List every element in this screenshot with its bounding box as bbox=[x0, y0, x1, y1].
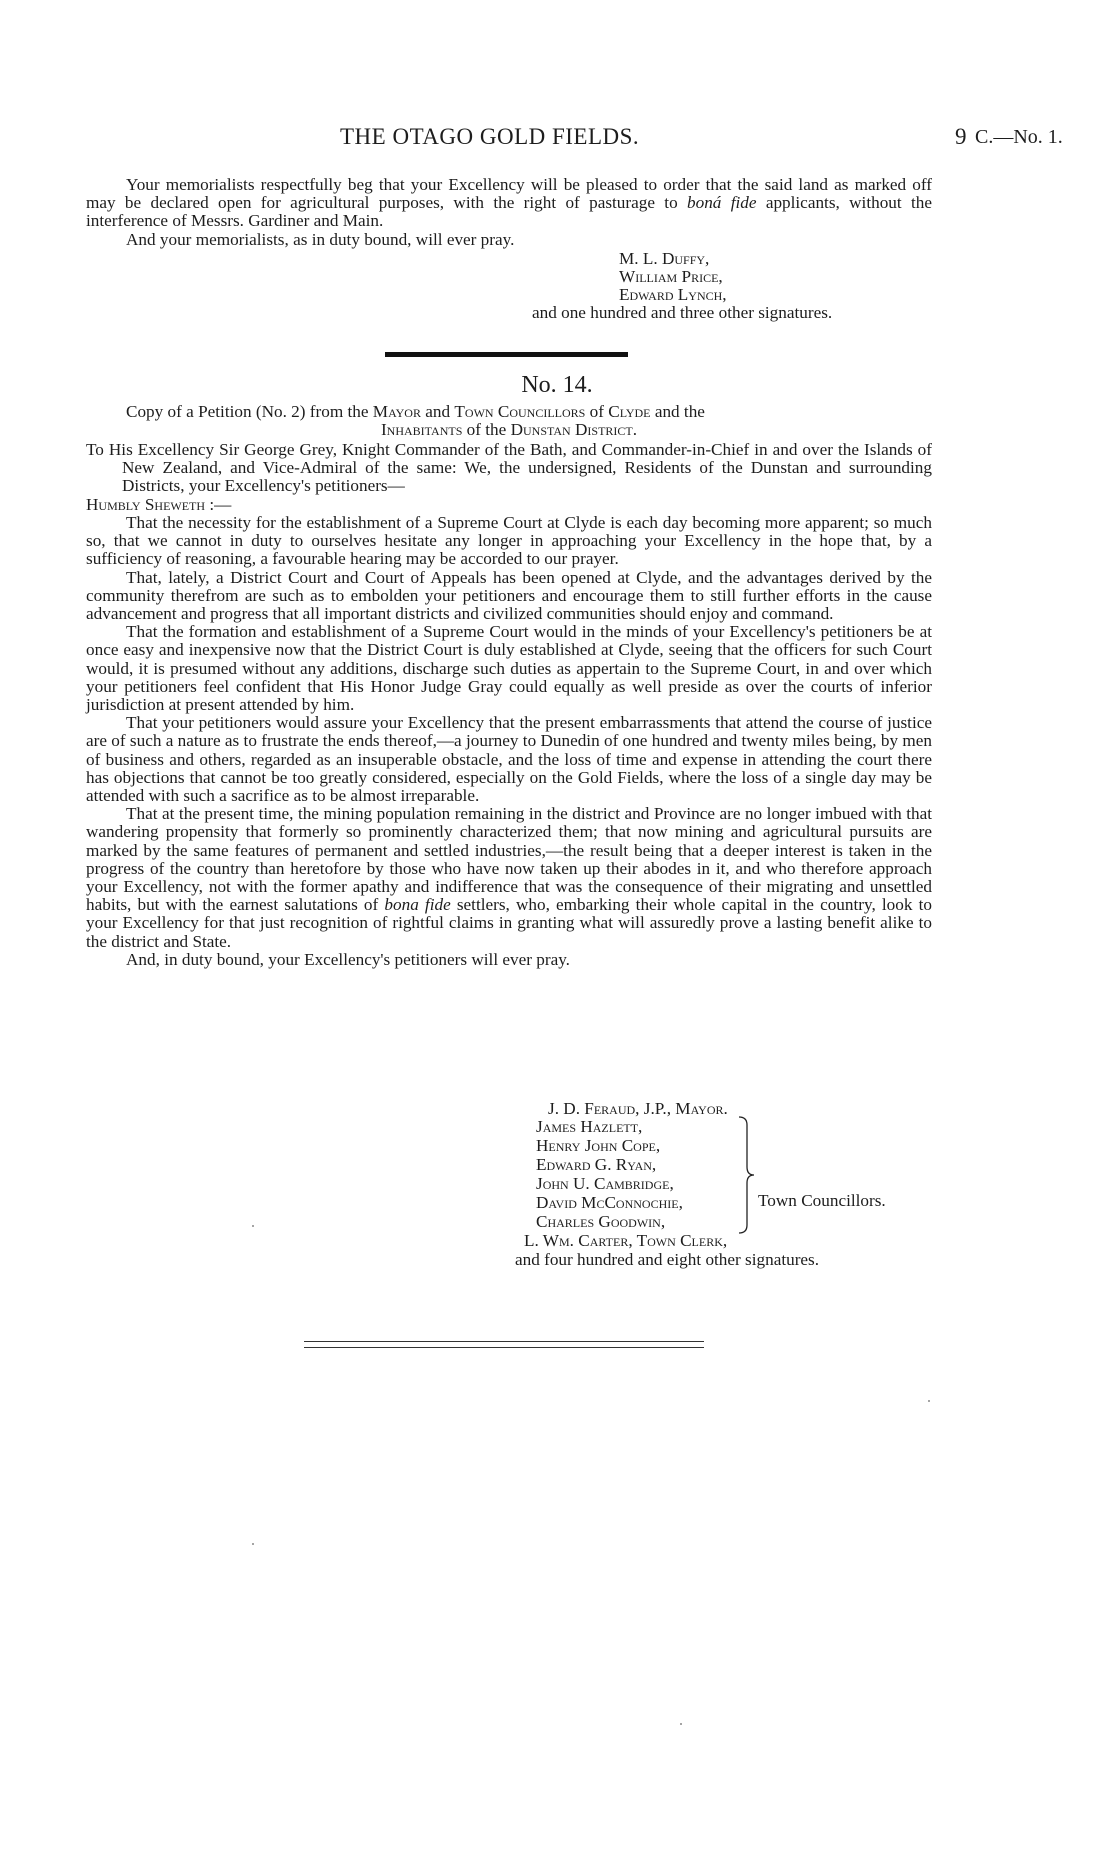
signatory-name: William Price, bbox=[619, 267, 723, 286]
town-councillors-label: Town Councillors. bbox=[758, 1191, 886, 1210]
scan-speck bbox=[252, 1225, 254, 1227]
other-signatures-note: and one hundred and three other signatures. bbox=[532, 303, 833, 322]
town-clerk-signature: L. Wm. Carter, Town Clerk, bbox=[524, 1231, 728, 1250]
signatory-name: M. L. Duffy, bbox=[619, 249, 710, 268]
memorial-prayer: And your memorialists, as in duty bound, will ever pray. bbox=[126, 229, 515, 249]
end-divider bbox=[304, 1341, 704, 1348]
curly-brace-icon bbox=[735, 1115, 757, 1235]
councillor-name: James Hazlett, bbox=[536, 1117, 643, 1136]
councillor-name: Edward G. Ryan, bbox=[536, 1155, 657, 1174]
councillor-name: Charles Goodwin, bbox=[536, 1212, 666, 1231]
petition-paragraph: That at the present time, the mining population remaining in the district and Province are no longer imbued with that wandering propensity that formerly so prominently characterized them; that now mining and agricultural pursuits are marked by the same features of permanent and settled industries,—the result being that a deeper interest is taken in the progress of the country than heretofore by those who have now taken up their abodes in it, and who therefore approach your Excellency, not with the former apathy and indifference that was the consequence of their migrating and unsettled habits, but with the earnest salutations of bona fide settlers, who, embarking their whole capital in the country, look to your Excellency for that just recognition of rightful claims in granting what will assuredly prove a lasting benefit alike to the district and State. bbox=[86, 804, 932, 951]
councillor-name: Henry John Cope, bbox=[536, 1136, 661, 1155]
scan-speck bbox=[252, 1543, 254, 1545]
petition-paragraph: That, lately, a District Court and Court of Appeals has been opened at Clyde, and the advantages derived by the community therefrom are such as to embolden your petitioners and encourage them to still further efforts in the cause advancement and progress that all important districts and civilized communities should enjoy and command. bbox=[86, 567, 932, 624]
address-line: To His Excellency Sir George Grey, Knight Commander of the Bath, and Commander-in-Chief in and over the Islands of New Zealand, and Vice-Admiral of the same: We, the undersigned, Residents of the Dunstan and surrounding Districts, your Excellency's petitioners— bbox=[86, 440, 932, 496]
scan-speck bbox=[680, 1723, 682, 1725]
italic-phrase: boná fide bbox=[687, 193, 757, 213]
paper-reference: C.—No. 1. bbox=[975, 126, 1063, 148]
section-divider bbox=[385, 352, 628, 357]
other-signatures-note: and four hundred and eight other signatures. bbox=[515, 1250, 820, 1269]
memorial-paragraph: Your memorialists respectfully beg that your Excellency will be pleased to order that the said land as marked off may be declared open for agricultural purposes, with the right of pasturage to boná fide applicants, without the interference of Messrs. Gardiner and Main. bbox=[86, 175, 932, 231]
councillor-name: David McConnochie, bbox=[536, 1193, 683, 1212]
scan-speck bbox=[928, 1400, 930, 1402]
petition-paragraph: That your petitioners would assure your Excellency that the present embarrassments that attend the course of justice are of such a nature as to frustrate the ends thereof,—a journey to Dunedin of one hundred and twenty miles being, by men of business and others, regarded as an insuperable obstacle, and the loss of time and expense in attending the court there has objections that cannot be too greatly considered, especially on the Gold Fields, where the loss of a single day may be attended with such a sacrifice as to be almost irreparable. bbox=[86, 713, 932, 806]
petition-paragraph: That the formation and establishment of a Supreme Court would in the minds of your Excellency's petitioners be at once easy and inexpensive now that the District Court is duly established at Clyde, seeing that the officers for such Court would, it is presumed without any additions, discharge such duties as appertain to the Supreme Court, in and over which your petitioners feel confident that His Honor Judge Gray could equally as well preside as over the courts of inferior jurisdiction at present attended by him. bbox=[86, 622, 932, 715]
page-number: 9 bbox=[955, 124, 967, 149]
petition-prayer: And, in duty bound, your Excellency's petitioners will ever pray. bbox=[126, 949, 570, 969]
italic-phrase: bona fide bbox=[384, 895, 451, 915]
petition-address bbox=[86, 441, 932, 514]
councillor-name: John U. Cambridge, bbox=[536, 1174, 674, 1193]
petition-caption: Copy of a Petition (No. 2) from the Mayor and Town Councillors of Clyde and the Inhabitants of the Dunstan District. bbox=[126, 402, 705, 440]
petition-body bbox=[86, 514, 932, 969]
signatory-name: Edward Lynch, bbox=[619, 285, 727, 304]
humbly-sheweth: Humbly Sheweth :— bbox=[86, 494, 232, 514]
petition-paragraph: That the necessity for the establishment of a Supreme Court at Clyde is each day becoming more apparent; so much so, that we cannot in duty to ourselves hesitate any longer in approaching your Excellency in the hope that, by a sufficiency of reasoning, a favourable hearing may be accorded to our prayer. bbox=[86, 513, 932, 569]
memorial-conclusion bbox=[86, 176, 932, 249]
section-number: No. 14. bbox=[521, 372, 593, 398]
running-header-title: THE OTAGO GOLD FIELDS. bbox=[340, 124, 640, 149]
mayor-signature: J. D. Feraud, J.P., Mayor. bbox=[548, 1099, 728, 1118]
